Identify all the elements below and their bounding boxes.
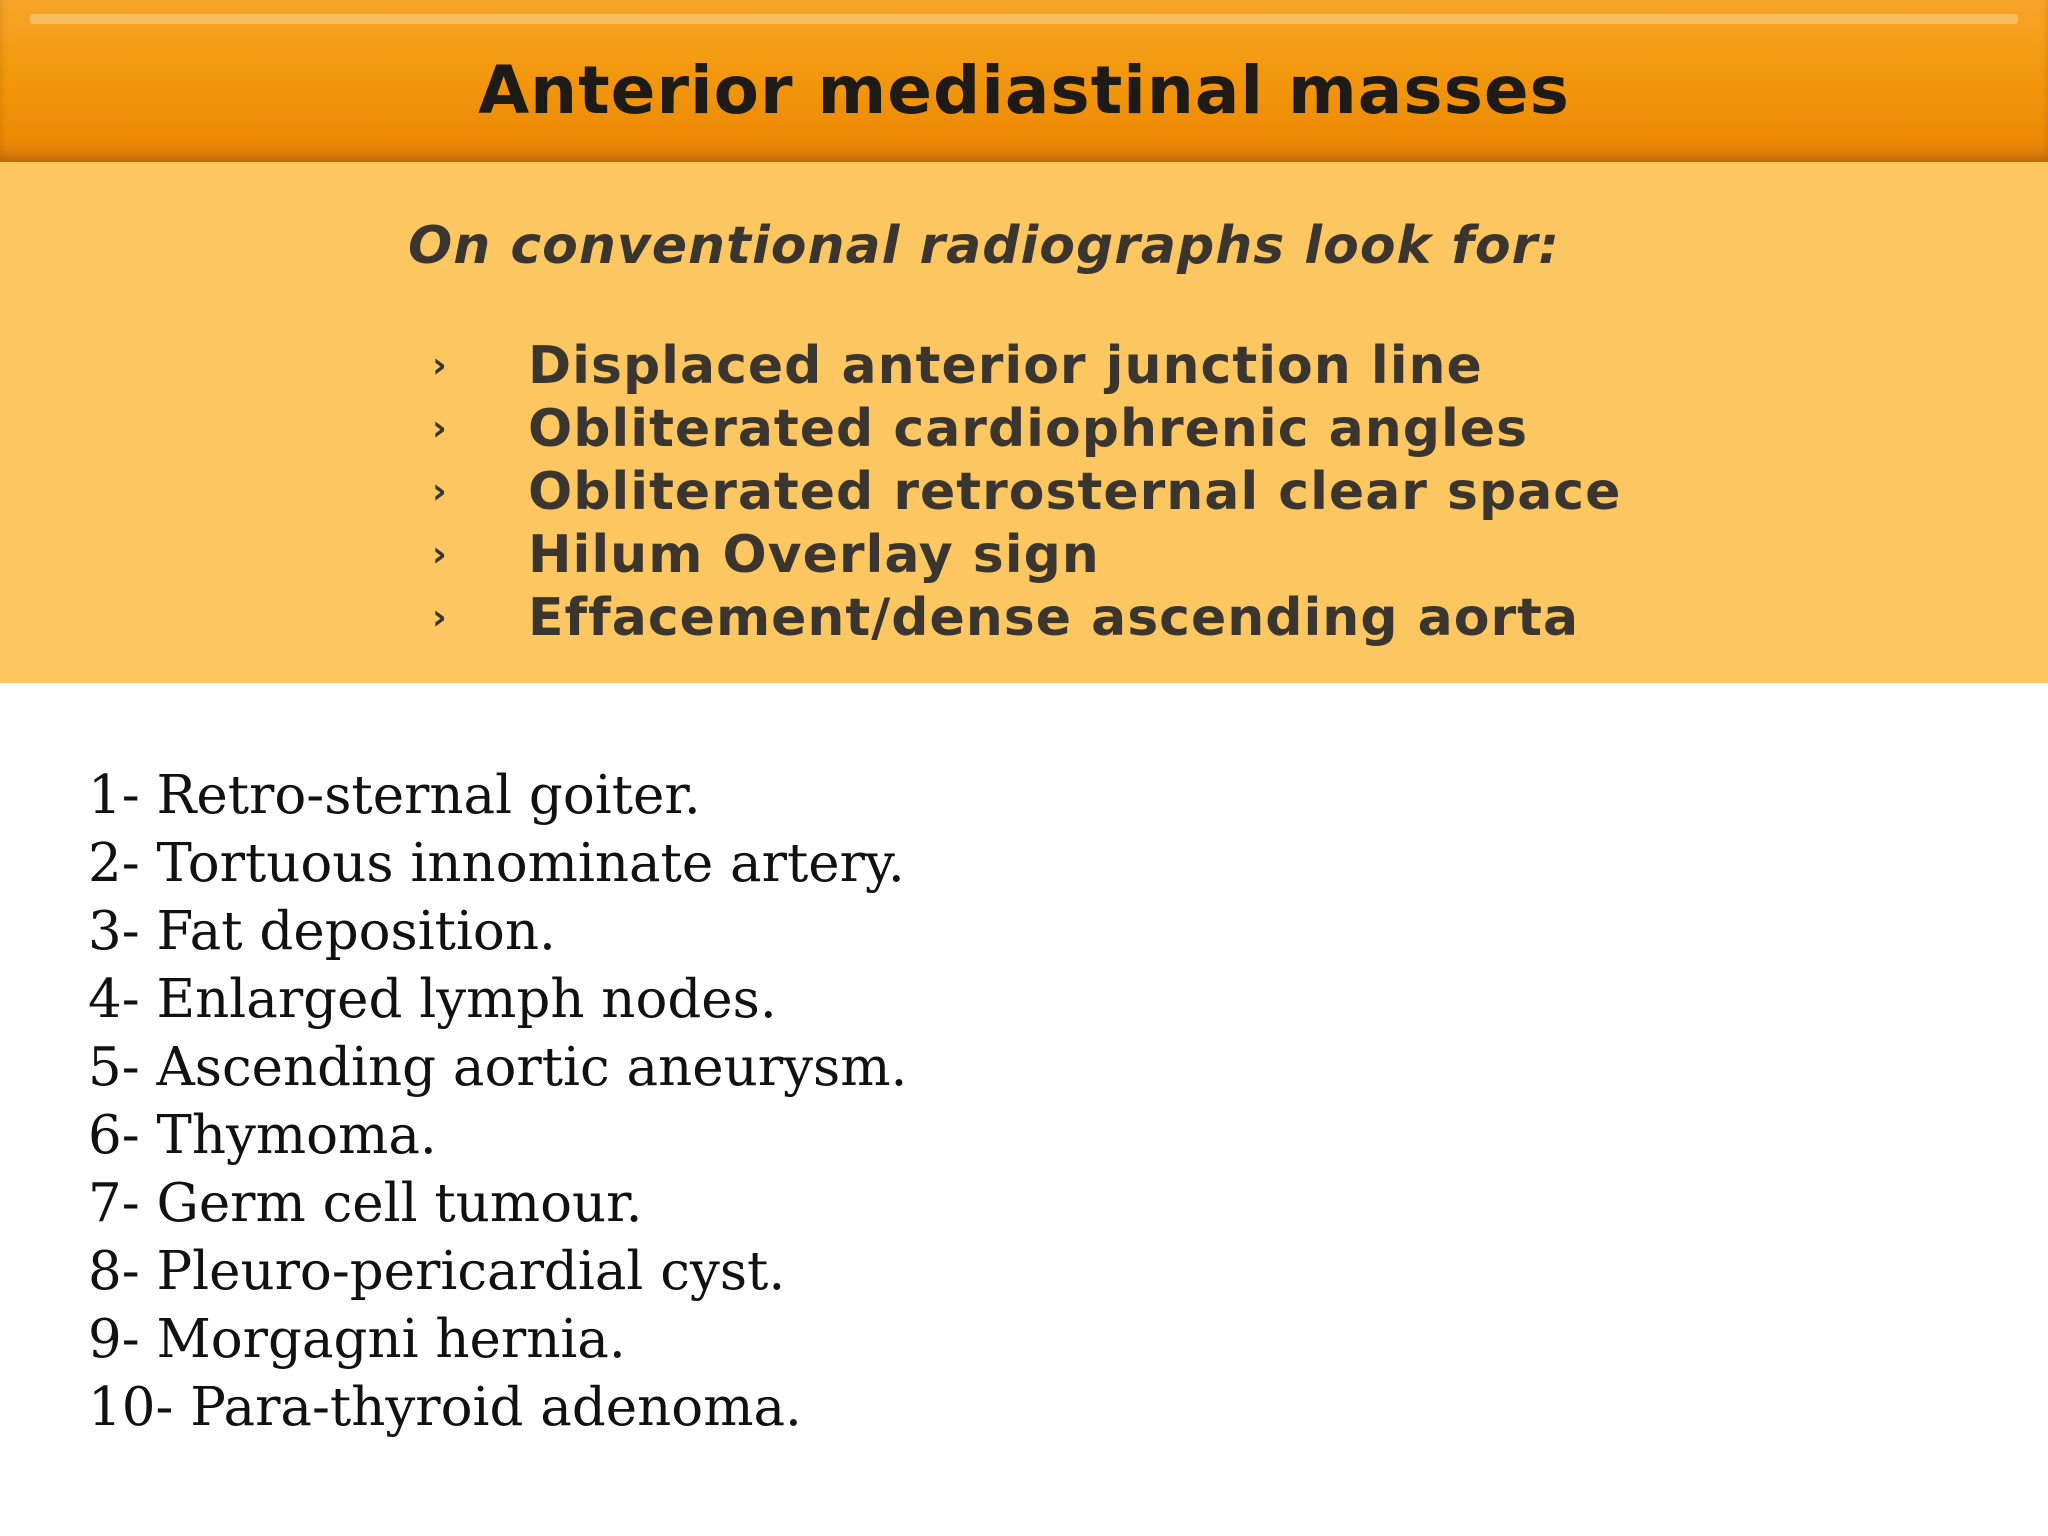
checklist-item-text: Hilum Overlay sign	[528, 524, 1100, 585]
checklist-item-text: Effacement/dense ascending aorta	[528, 587, 1580, 648]
list-item: 5- Ascending aortic aneurysm.	[88, 1037, 908, 1098]
radiograph-signs-list	[432, 334, 1621, 649]
chevron-right-icon: ›	[432, 534, 447, 575]
list-item: 8- Pleuro-pericardial cyst.	[88, 1241, 786, 1302]
list-item: 4- Enlarged lymph nodes.	[88, 969, 777, 1030]
list-item: 7- Germ cell tumour.	[88, 1173, 643, 1234]
panel-heading: On conventional radiographs look for:	[408, 216, 1561, 276]
list-item	[432, 523, 1621, 586]
chevron-right-icon: ›	[432, 597, 447, 638]
list-item: 3- Fat deposition.	[88, 901, 556, 962]
anterior-mediastinal-figure	[0, 0, 2048, 683]
differential-causes-list	[88, 762, 907, 1442]
chevron-right-icon: ›	[432, 345, 447, 386]
list-item: 10- Para-thyroid adenoma.	[88, 1377, 802, 1438]
chevron-right-icon: ›	[432, 471, 447, 512]
checklist-item-text: Obliterated retrosternal clear space	[528, 461, 1622, 522]
list-item	[432, 397, 1621, 460]
figure-checklist-panel	[0, 162, 2048, 683]
list-item: 6- Thymoma.	[88, 1105, 437, 1166]
list-item: 1- Retro-sternal goiter.	[88, 765, 701, 826]
list-item	[432, 334, 1621, 397]
list-item	[432, 460, 1621, 523]
list-item: 9- Morgagni hernia.	[88, 1309, 626, 1370]
list-item: 2- Tortuous innominate artery.	[88, 833, 905, 894]
header-highlight-rule	[30, 14, 2018, 24]
checklist-item-text: Obliterated cardiophrenic angles	[528, 398, 1529, 459]
figure-header-bar	[0, 0, 2048, 162]
list-item	[432, 586, 1621, 649]
figure-title: Anterior mediastinal masses	[478, 52, 1570, 129]
chevron-right-icon: ›	[432, 408, 447, 449]
checklist-item-text: Displaced anterior junction line	[528, 335, 1483, 396]
